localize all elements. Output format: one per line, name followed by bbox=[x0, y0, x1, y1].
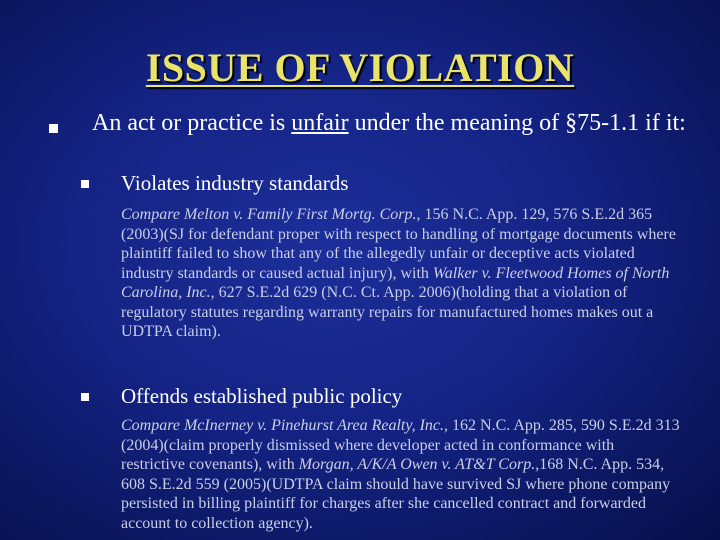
case-text: , 156 N.C. App. 129, 576 S.E.2d 365 (2003)(SJ for defendant proper with respect to handling of mortgage documents where plaintiff failed to show that any of the allegedly unfair or deceptive acts violated industry standards or caused actual injury), with bbox=[121, 206, 676, 282]
case-name: Compare McInerney v. Pinehurst Area Realty, Inc. bbox=[121, 417, 445, 434]
slide-title: ISSUE OF VIOLATION bbox=[145, 45, 575, 90]
case-name: Compare Melton v. Family First Mortg. Corp. bbox=[121, 206, 417, 223]
case-note-1 bbox=[121, 205, 681, 342]
case-note-2 bbox=[121, 416, 681, 533]
bullet-square-icon bbox=[49, 124, 58, 133]
bullet-square-icon bbox=[81, 180, 89, 188]
case-text: , 162 N.C. App. 285, 590 S.E.2d 313 (2004)(claim properly dismissed where developer acted in conformance with restrictive covenants), with bbox=[121, 417, 680, 473]
case-name: Walker v. Fleetwood Homes of North Carolina, Inc. bbox=[121, 264, 670, 301]
intro-text bbox=[92, 110, 692, 137]
intro-emphasis: unfair bbox=[291, 110, 349, 136]
intro-before: An act or practice is bbox=[92, 110, 292, 136]
item-heading-1: Violates industry standards bbox=[121, 171, 349, 195]
case-text: ,168 N.C. App. 534, 608 S.E.2d 559 (2005)(UDTPA claim should have survived SJ where phone company persisted in billing plaintiff for charges after she cancelled contract and forwarded account to collection agency). bbox=[121, 456, 671, 532]
item-heading-2: Offends established public policy bbox=[121, 384, 403, 408]
case-name: Morgan, A/K/A Owen v. AT&T Corp. bbox=[298, 456, 536, 473]
intro-after: under the meaning of §75-1.1 if it: bbox=[348, 110, 686, 136]
bullet-square-icon bbox=[81, 393, 89, 401]
case-text: , 627 S.E.2d 629 (N.C. Ct. App. 2006)(holding that a violation of regulatory statutes regarding warranty repairs for manufactured homes makes out a UDTPA claim). bbox=[121, 284, 654, 340]
